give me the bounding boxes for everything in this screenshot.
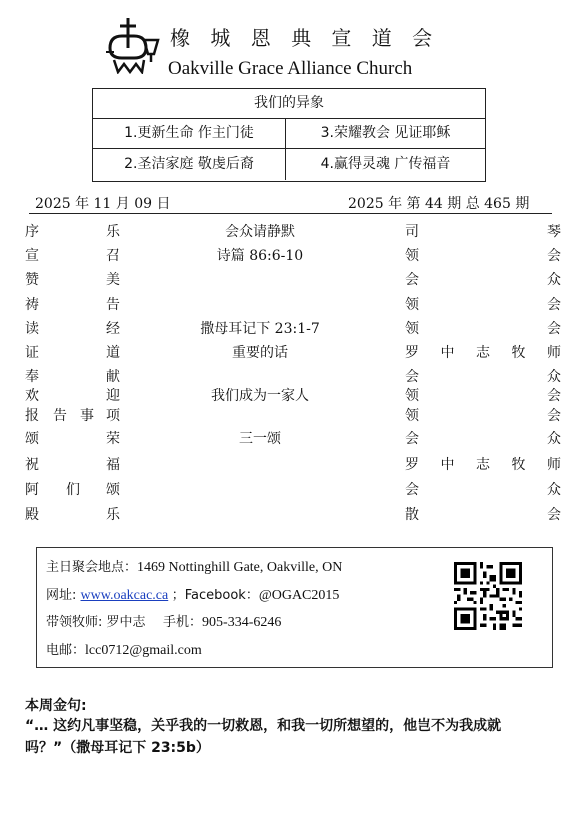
service-leader-char: 牧 bbox=[511, 345, 526, 361]
service-item-char: 读 bbox=[25, 321, 39, 337]
service-item-char: 献 bbox=[106, 369, 120, 385]
service-item-char: 阿 bbox=[25, 482, 39, 498]
service-leader-char: 罗 bbox=[405, 457, 419, 473]
vision-item: 2.圣洁家庭 敬虔后裔 bbox=[93, 149, 286, 180]
pastor-name: 罗中志 bbox=[106, 615, 146, 630]
service-leader bbox=[405, 342, 561, 362]
service-leader bbox=[405, 405, 561, 425]
service-leader-char: 会 bbox=[405, 272, 419, 288]
service-leader-char: 琴 bbox=[547, 224, 561, 240]
service-item-char: 颂 bbox=[106, 482, 120, 498]
church-logo bbox=[104, 18, 162, 74]
service-item-char: 证 bbox=[25, 345, 39, 361]
location-address: 1469 Nottinghill Gate, Oakville, ON bbox=[137, 560, 343, 575]
website-link[interactable]: www.oakcac.ca bbox=[80, 588, 169, 603]
service-row bbox=[0, 269, 583, 293]
service-leader bbox=[405, 221, 561, 241]
service-leader bbox=[405, 479, 561, 499]
service-item-char: 报 bbox=[25, 408, 39, 424]
service-leader-char: 罗 bbox=[405, 345, 419, 361]
service-item-char: 美 bbox=[106, 272, 120, 288]
service-row bbox=[0, 294, 583, 318]
service-content: 重要的话 bbox=[232, 345, 288, 361]
service-leader-char: 会 bbox=[547, 388, 561, 404]
pastor-line bbox=[46, 611, 281, 631]
email-address: lcc0712@gmail.com bbox=[85, 643, 202, 658]
service-leader-char: 会 bbox=[547, 248, 561, 264]
service-leader bbox=[405, 318, 561, 338]
service-leader-char: 中 bbox=[440, 457, 455, 473]
service-row bbox=[0, 342, 583, 366]
service-leader-char: 会 bbox=[547, 297, 561, 313]
service-leader bbox=[405, 294, 561, 314]
service-item-char: 告 bbox=[106, 297, 120, 313]
phone-number: 905-334-6246 bbox=[202, 615, 282, 630]
service-item-char: 荣 bbox=[106, 431, 120, 447]
service-item-char: 经 bbox=[106, 321, 120, 337]
bulletin-issue: 2025 年 第 44 期 总 465 期 bbox=[348, 196, 530, 212]
service-row bbox=[0, 454, 583, 478]
service-item-char: 告 bbox=[53, 408, 67, 424]
email-line bbox=[46, 639, 202, 659]
service-item-char: 项 bbox=[106, 408, 120, 424]
memory-verse-title: 本周金句: bbox=[25, 698, 87, 714]
service-content: 我们成为一家人 bbox=[211, 388, 309, 404]
service-leader-char: 牧 bbox=[511, 457, 526, 473]
service-content: 诗篇 86:6-10 bbox=[216, 248, 304, 264]
service-row bbox=[0, 428, 583, 452]
service-row bbox=[0, 245, 583, 269]
vision-item: 4.赢得灵魂 广传福音 bbox=[320, 156, 451, 172]
service-item-char: 福 bbox=[106, 457, 120, 473]
facebook-handle: @OGAC2015 bbox=[258, 588, 340, 603]
service-item-char: 赞 bbox=[25, 272, 39, 288]
service-leader-char: 志 bbox=[476, 345, 490, 361]
email-label: 电邮： bbox=[46, 643, 86, 658]
service-content: 撒母耳记下 23:1-7 bbox=[200, 321, 320, 337]
website-line bbox=[46, 584, 339, 604]
service-item-char: 宣 bbox=[25, 248, 39, 264]
service-leader-char: 领 bbox=[405, 388, 419, 404]
vision-item: 3.荣耀教会 见证耶稣 bbox=[286, 118, 485, 149]
service-leader-char: 散 bbox=[405, 507, 419, 523]
service-leader-char: 领 bbox=[405, 248, 419, 264]
service-leader-char: 会 bbox=[547, 507, 561, 523]
phone-label: 手机： bbox=[163, 615, 203, 630]
service-row bbox=[0, 479, 583, 503]
service-leader-char: 众 bbox=[547, 369, 561, 385]
vision-table bbox=[92, 88, 486, 182]
church-name-english: Oakville Grace Alliance Church bbox=[168, 58, 413, 79]
memory-verse-text: “… 这约凡事坚稳，关乎我的一切救恩，和我一切所想望的，他岂不为我成就吗？”（撒母耳记下 23:5b） bbox=[25, 718, 502, 756]
service-leader-char: 会 bbox=[547, 408, 561, 424]
service-leader-char: 领 bbox=[405, 408, 419, 424]
service-leader-char: 众 bbox=[547, 272, 561, 288]
service-leader-char: 志 bbox=[476, 457, 490, 473]
qr-code-icon bbox=[454, 558, 522, 634]
service-leader-char: 会 bbox=[405, 431, 419, 447]
service-leader bbox=[405, 385, 561, 405]
vision-item: 1.更新生命 作主门徒 bbox=[93, 118, 286, 149]
service-leader bbox=[405, 245, 561, 265]
service-leader bbox=[405, 428, 561, 448]
location-line bbox=[46, 556, 342, 576]
bulletin-date: 2025 年 11 月 09 日 bbox=[35, 196, 171, 212]
service-item-char: 颂 bbox=[25, 431, 39, 447]
service-row bbox=[0, 405, 583, 429]
service-item-char: 祷 bbox=[25, 297, 39, 313]
service-leader-char: 会 bbox=[405, 369, 419, 385]
service-leader-char: 领 bbox=[405, 297, 419, 313]
service-item-char: 们 bbox=[66, 482, 80, 498]
service-content: 三一颂 bbox=[239, 431, 281, 447]
service-item-char: 迎 bbox=[106, 388, 120, 404]
service-row bbox=[0, 221, 583, 245]
service-item-char: 召 bbox=[106, 248, 120, 264]
service-item-char: 祝 bbox=[25, 457, 39, 473]
service-leader-char: 师 bbox=[547, 457, 561, 473]
service-leader bbox=[405, 269, 561, 289]
location-label: 主日聚会地点： bbox=[46, 560, 138, 575]
service-leader-char: 师 bbox=[547, 345, 561, 361]
service-leader-char: 司 bbox=[405, 224, 419, 240]
service-leader bbox=[405, 504, 561, 524]
service-item-char: 欢 bbox=[25, 388, 39, 404]
service-item-char: 乐 bbox=[106, 224, 120, 240]
service-item-char: 乐 bbox=[106, 507, 120, 523]
website-label: 网址: bbox=[46, 588, 81, 603]
service-item-char: 殿 bbox=[25, 507, 39, 523]
service-leader-char: 领 bbox=[405, 321, 419, 337]
divider bbox=[29, 213, 552, 214]
service-leader-char: 中 bbox=[440, 345, 455, 361]
church-name-chinese: 橡 城 恩 典 宣 道 会 bbox=[170, 26, 440, 50]
service-item-char: 奉 bbox=[25, 369, 39, 385]
facebook-label: ；Facebook： bbox=[171, 588, 259, 603]
service-leader bbox=[405, 366, 561, 386]
service-row bbox=[0, 318, 583, 342]
service-row bbox=[0, 504, 583, 528]
service-leader-char: 会 bbox=[405, 482, 419, 498]
service-item-char: 道 bbox=[106, 345, 120, 361]
service-item-char: 序 bbox=[25, 224, 39, 240]
service-leader-char: 会 bbox=[547, 321, 561, 337]
service-leader-char: 众 bbox=[547, 482, 561, 498]
service-leader bbox=[405, 454, 561, 474]
service-leader-char: 众 bbox=[547, 431, 561, 447]
pastor-label: 带领牧师: bbox=[46, 615, 107, 630]
vision-title: 我们的异象 bbox=[93, 89, 485, 119]
service-content: 会众请静默 bbox=[225, 224, 295, 240]
service-item-char: 事 bbox=[80, 408, 94, 424]
